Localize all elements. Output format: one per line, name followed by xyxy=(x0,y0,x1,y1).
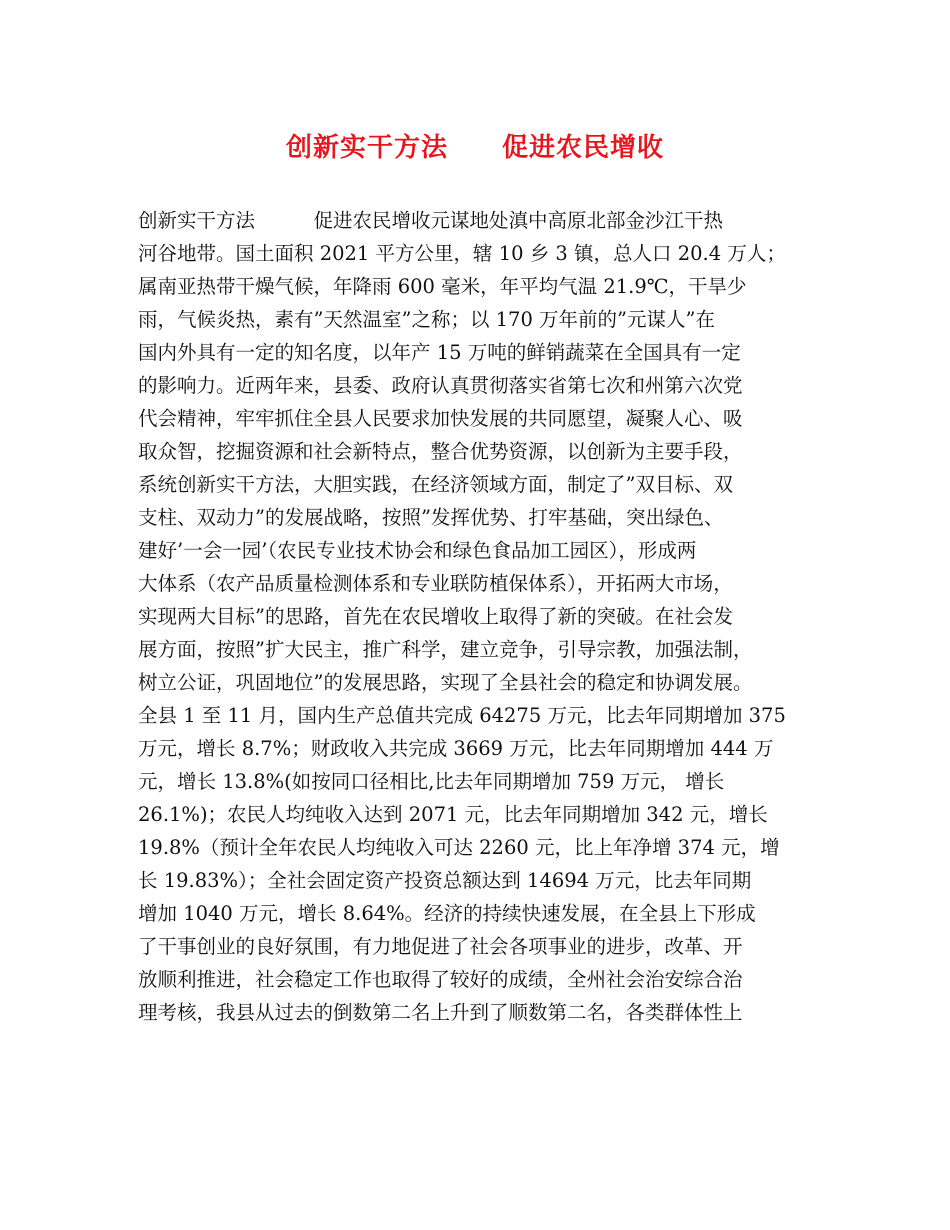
document-body xyxy=(138,204,828,1029)
body-line: 展方面，按照”扩大民主，推广科学，建立竞争，引导宗教，加强法制， xyxy=(138,638,753,661)
body-line: 增加 1040 万元，增长 8.64%。经济的持续快速发展，在全县上下形成 xyxy=(138,902,756,925)
body-line: 放顺利推进，社会稳定工作也取得了较好的成绩，全州社会治安综合治 xyxy=(138,968,743,991)
body-line: 了干事创业的良好氛围，有力地促进了社会各项事业的进步，改革、开 xyxy=(138,935,743,958)
body-line: 雨，气候炎热，素有”天然温室”之称；以 170 万年前的”元谋人”在 xyxy=(138,308,715,331)
body-line: 创新实干方法 促进农民增收元谋地处滇中高原北部金沙江干热 xyxy=(138,209,724,232)
body-line: 系统创新实干方法，大胆实践，在经济领域方面，制定了”双目标、双 xyxy=(138,473,733,496)
body-line: 19.8%（预计全年农民人均纯收入可达 2260 元，比上年净增 374 元，增 xyxy=(138,836,780,859)
body-line: 理考核，我县从过去的倒数第二名上升到了顺数第二名，各类群体性上 xyxy=(138,1001,743,1024)
body-line: 树立公证，巩固地位”的发展思路，实现了全县社会的稳定和协调发展。 xyxy=(138,671,753,694)
body-line: 属南亚热带干燥气候，年降雨 600 毫米，年平均气温 21.9℃，干旱少 xyxy=(138,275,747,298)
body-line: 长 19.83%）；全社会固定资产投资总额达到 14694 万元，比去年同期 xyxy=(138,869,752,892)
body-line: 大体系（农产品质量检测体系和专业联防植保体系），开拓两大市场， xyxy=(138,572,733,595)
document-title: 创新实干方法 促进农民增收 xyxy=(285,133,664,163)
body-line: 河谷地带。国土面积 2021 平方公里，辖 10 乡 3 镇，总人口 20.4 万人； xyxy=(138,242,786,265)
body-line: 元，增长 13.8%(如按同口径相比,比去年同期增加 759 万元， 增长 xyxy=(138,770,725,793)
body-line: 万元，增长 8.7%；财政收入共完成 3669 万元，比去年同期增加 444 万 xyxy=(138,737,774,760)
body-line: 26.1%)；农民人均纯收入达到 2071 元，比去年同期增加 342 元，增长 xyxy=(138,803,768,826)
body-line: 支柱、双动力”的发展战略，按照”发挥优势、打牢基础，突出绿色、 xyxy=(138,506,724,529)
body-line: 实现两大目标”的思路，首先在农民增收上取得了新的突破。在社会发 xyxy=(138,605,733,628)
body-line: 全县 1 至 11 月，国内生产总值共完成 64275 万元，比去年同期增加 375 xyxy=(138,704,786,727)
body-line: 代会精神，牢牢抓住全县人民要求加快发展的共同愿望，凝聚人心、吸 xyxy=(138,407,743,430)
body-line: 国内外具有一定的知名度，以年产 15 万吨的鲜销蔬菜在全国具有一定 xyxy=(138,341,741,364)
body-line: 的影响力。近两年来，县委、政府认真贯彻落实省第七次和州第六次党 xyxy=(138,374,743,397)
body-line: 建好’一会一园’（农民专业技术协会和绿色食品加工园区），形成两 xyxy=(138,539,697,562)
body-line: 取众智，挖掘资源和社会新特点，整合优势资源，以创新为主要手段， xyxy=(138,440,743,463)
